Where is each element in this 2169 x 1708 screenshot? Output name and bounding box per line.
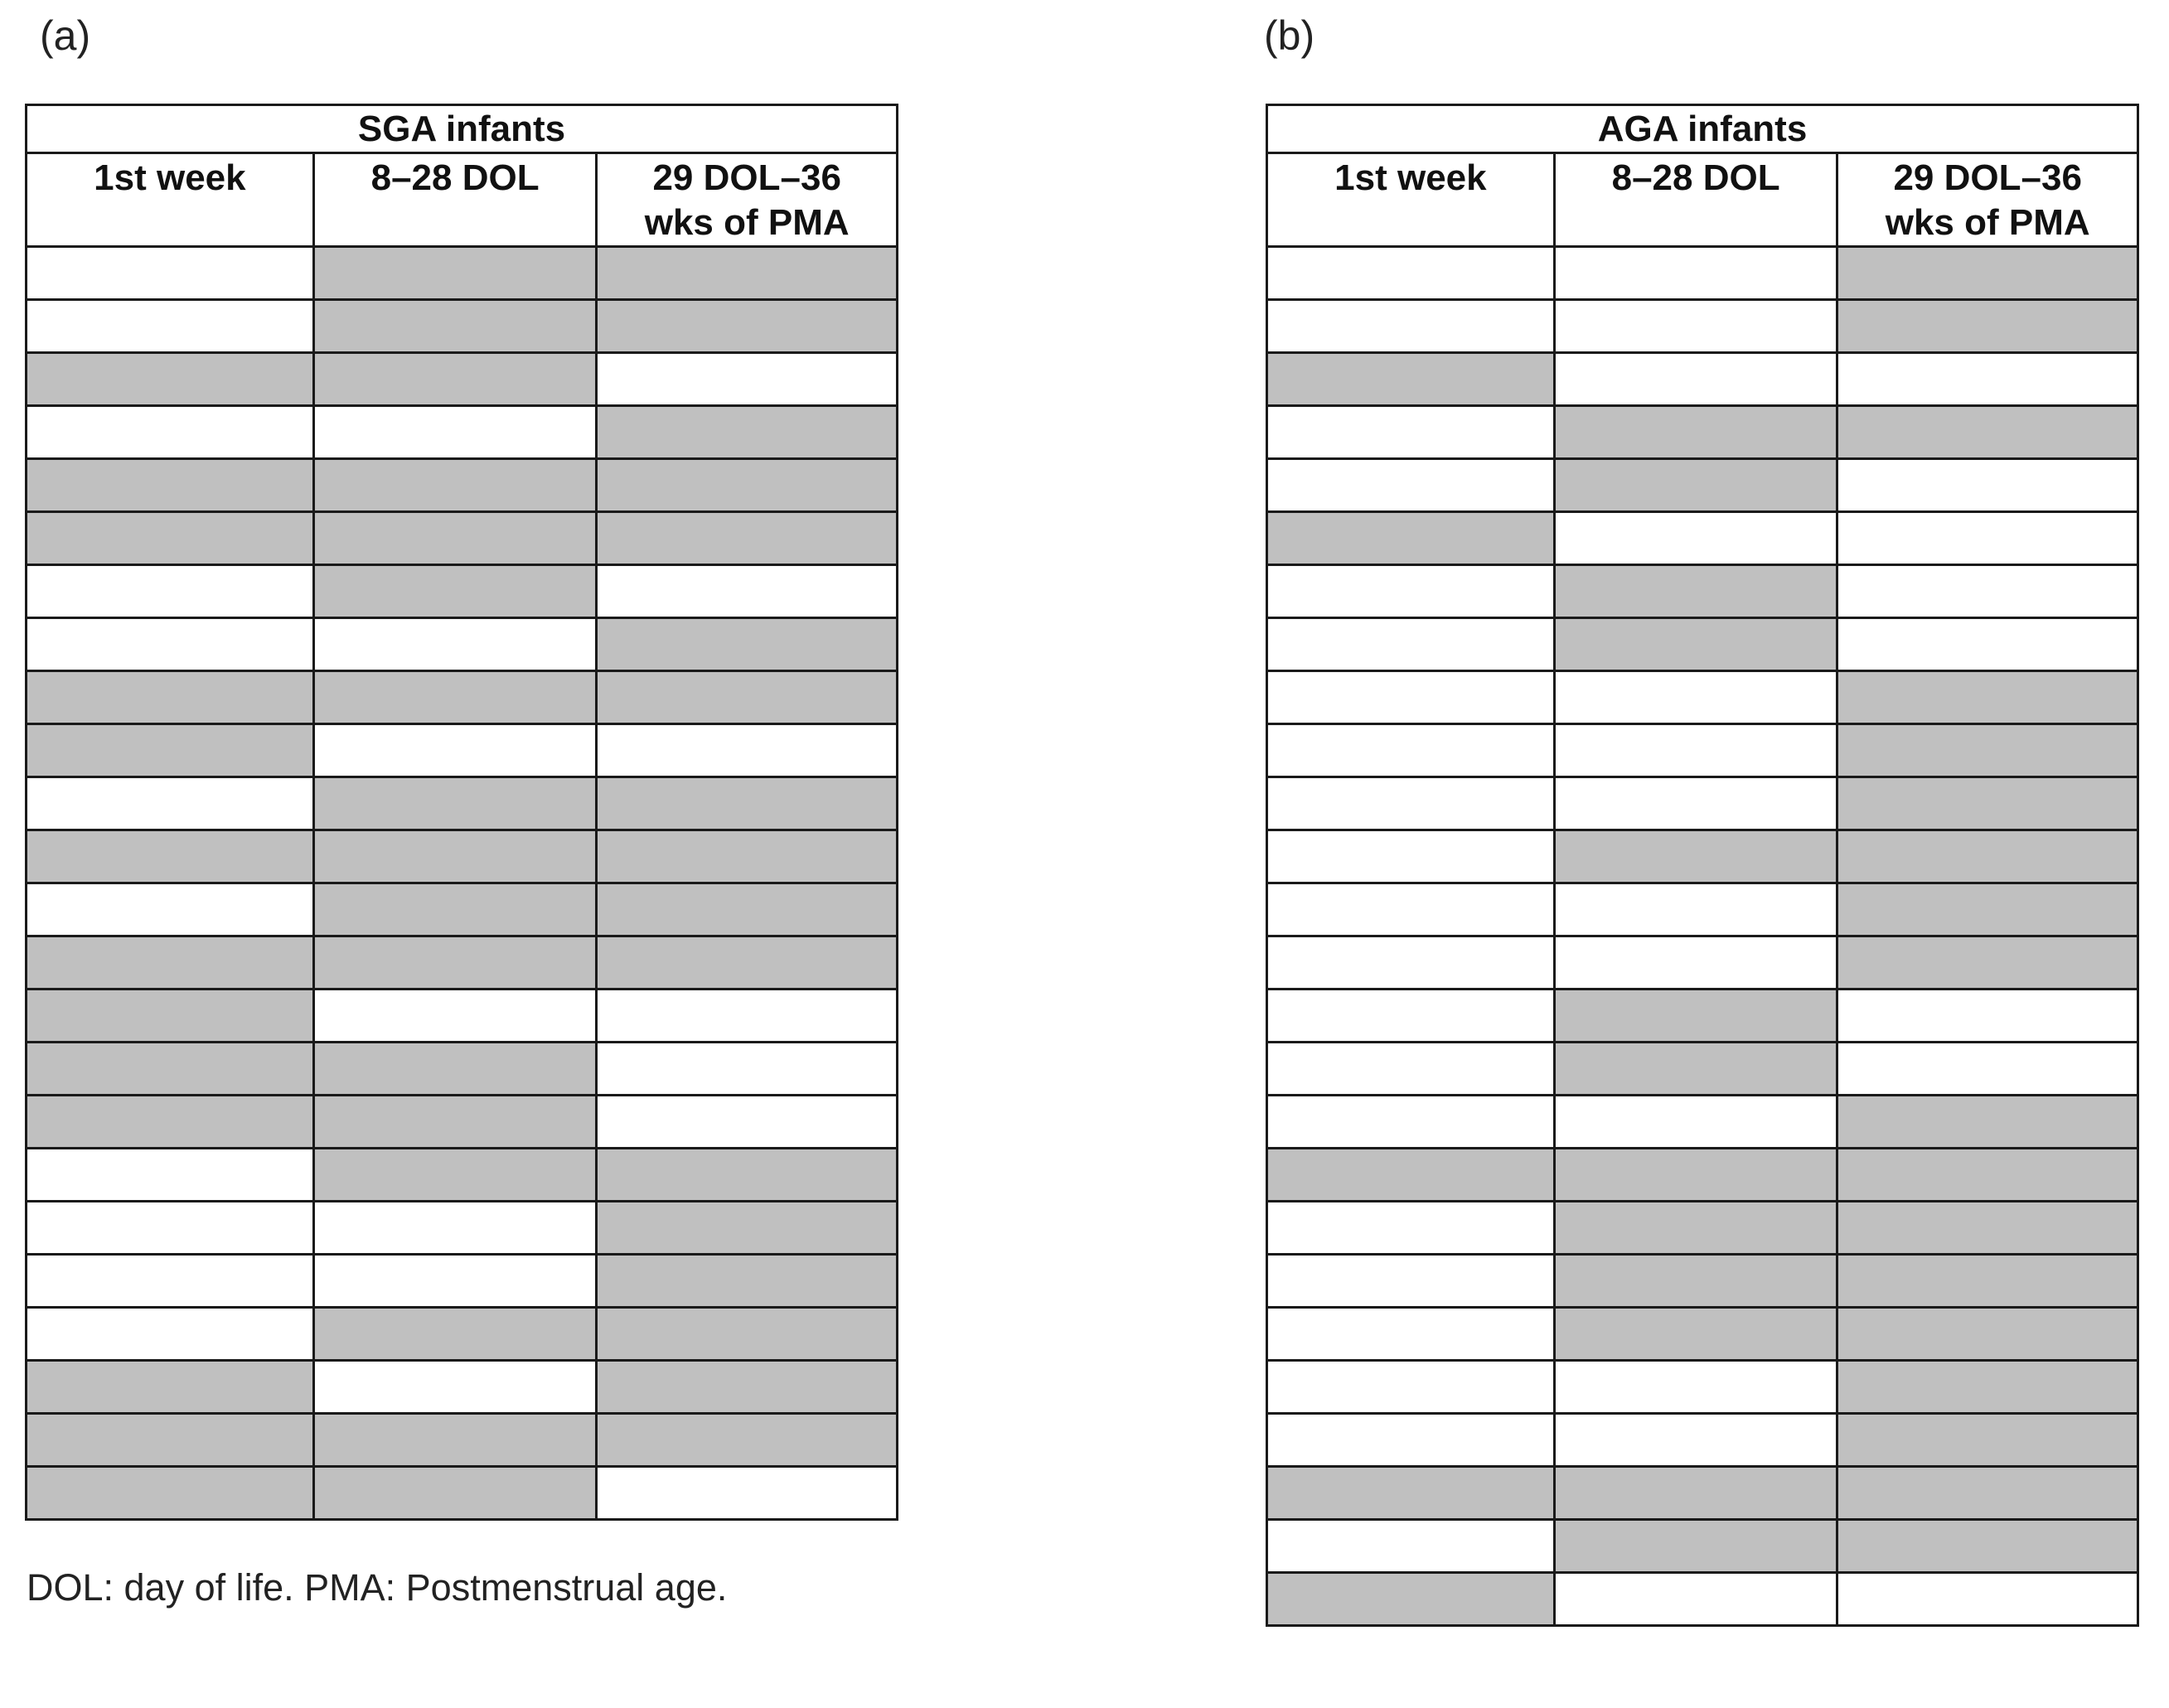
- sga-shaded-cell: [313, 512, 597, 565]
- sga-shaded-cell: [597, 883, 898, 936]
- aga-table: [1266, 104, 2139, 1627]
- sga-row: [27, 618, 898, 671]
- aga-col-8-28-dol: 8–28 DOL: [1554, 153, 1837, 247]
- aga-shaded-cell: [1837, 1202, 2138, 1255]
- sga-shaded-cell: [27, 724, 314, 777]
- sga-empty-cell: [597, 1096, 898, 1149]
- sga-shaded-cell: [597, 936, 898, 989]
- sga-shaded-cell: [313, 1149, 597, 1202]
- sga-empty-cell: [597, 353, 898, 406]
- footnote: DOL: day of life. PMA: Postmenstrual age.: [27, 1566, 728, 1609]
- sga-row: [27, 1096, 898, 1149]
- aga-row: [1267, 1096, 2138, 1149]
- aga-row: [1267, 830, 2138, 883]
- aga-empty-cell: [1267, 883, 1555, 936]
- aga-empty-cell: [1554, 353, 1837, 406]
- aga-shaded-cell: [1837, 1361, 2138, 1414]
- aga-empty-cell: [1554, 512, 1837, 565]
- aga-shaded-cell: [1837, 247, 2138, 300]
- sga-empty-cell: [27, 618, 314, 671]
- sga-empty-cell: [27, 777, 314, 830]
- aga-row: [1267, 1467, 2138, 1520]
- sga-row: [27, 724, 898, 777]
- sga-col-29-dol-36-wks: 29 DOL–36 wks of PMA: [597, 153, 898, 247]
- aga-shaded-cell: [1554, 1043, 1837, 1096]
- sga-shaded-cell: [313, 1096, 597, 1149]
- aga-row: [1267, 353, 2138, 406]
- aga-shaded-cell: [1554, 459, 1837, 512]
- aga-empty-cell: [1267, 565, 1555, 618]
- aga-empty-cell: [1267, 1043, 1555, 1096]
- sga-empty-cell: [27, 1308, 314, 1361]
- aga-empty-cell: [1267, 830, 1555, 883]
- aga-shaded-cell: [1267, 1467, 1555, 1520]
- sga-shaded-cell: [597, 1149, 898, 1202]
- sga-row: [27, 830, 898, 883]
- sga-table-body: [27, 247, 898, 1520]
- aga-empty-cell: [1837, 1573, 2138, 1626]
- sga-row: [27, 1043, 898, 1096]
- aga-empty-cell: [1267, 247, 1555, 300]
- aga-row: [1267, 1414, 2138, 1467]
- aga-empty-cell: [1267, 936, 1555, 989]
- sga-row: [27, 406, 898, 459]
- sga-shaded-cell: [313, 1467, 597, 1520]
- aga-row: [1267, 300, 2138, 353]
- aga-empty-cell: [1554, 300, 1837, 353]
- aga-empty-cell: [1554, 777, 1837, 830]
- sga-shaded-cell: [313, 1043, 597, 1096]
- sga-row: [27, 459, 898, 512]
- aga-empty-cell: [1837, 989, 2138, 1043]
- aga-col-1st-week: 1st week: [1267, 153, 1555, 247]
- sga-empty-cell: [313, 1255, 597, 1308]
- sga-shaded-cell: [597, 1308, 898, 1361]
- aga-empty-cell: [1554, 883, 1837, 936]
- aga-row: [1267, 1043, 2138, 1096]
- aga-empty-cell: [1554, 1414, 1837, 1467]
- aga-shaded-cell: [1837, 830, 2138, 883]
- sga-empty-cell: [313, 406, 597, 459]
- sga-shaded-cell: [313, 1308, 597, 1361]
- aga-empty-cell: [1267, 671, 1555, 724]
- sga-shaded-cell: [27, 353, 314, 406]
- aga-shaded-cell: [1554, 406, 1837, 459]
- aga-shaded-cell: [1554, 1520, 1837, 1573]
- sga-row: [27, 936, 898, 989]
- sga-shaded-cell: [313, 830, 597, 883]
- sga-row: [27, 1361, 898, 1414]
- aga-row: [1267, 459, 2138, 512]
- sga-shaded-cell: [27, 1467, 314, 1520]
- aga-empty-cell: [1267, 618, 1555, 671]
- sga-row: [27, 1202, 898, 1255]
- sga-empty-cell: [27, 565, 314, 618]
- sga-row: [27, 353, 898, 406]
- aga-shaded-cell: [1554, 565, 1837, 618]
- sga-row: [27, 300, 898, 353]
- sga-shaded-cell: [27, 1414, 314, 1467]
- aga-shaded-cell: [1267, 1573, 1555, 1626]
- aga-empty-cell: [1267, 1308, 1555, 1361]
- aga-shaded-cell: [1837, 1308, 2138, 1361]
- aga-row: [1267, 989, 2138, 1043]
- sga-empty-cell: [313, 1361, 597, 1414]
- aga-empty-cell: [1267, 1202, 1555, 1255]
- aga-shaded-cell: [1267, 1149, 1555, 1202]
- sga-shaded-cell: [597, 1414, 898, 1467]
- sga-shaded-cell: [27, 671, 314, 724]
- aga-row: [1267, 1308, 2138, 1361]
- aga-empty-cell: [1267, 1520, 1555, 1573]
- sga-empty-cell: [27, 300, 314, 353]
- sga-shaded-cell: [597, 1255, 898, 1308]
- sga-row: [27, 1467, 898, 1520]
- sga-shaded-cell: [597, 1202, 898, 1255]
- aga-row: [1267, 883, 2138, 936]
- sga-shaded-cell: [313, 1414, 597, 1467]
- sga-shaded-cell: [313, 671, 597, 724]
- aga-empty-cell: [1267, 1096, 1555, 1149]
- aga-row: [1267, 724, 2138, 777]
- aga-row: [1267, 1573, 2138, 1626]
- aga-shaded-cell: [1554, 1255, 1837, 1308]
- aga-shaded-cell: [1837, 1414, 2138, 1467]
- sga-empty-cell: [597, 989, 898, 1043]
- sga-empty-cell: [313, 1202, 597, 1255]
- sga-row: [27, 671, 898, 724]
- sga-shaded-cell: [597, 1361, 898, 1414]
- sga-shaded-cell: [597, 830, 898, 883]
- sga-shaded-cell: [313, 353, 597, 406]
- aga-shaded-cell: [1554, 1308, 1837, 1361]
- aga-shaded-cell: [1554, 989, 1837, 1043]
- sga-empty-cell: [597, 1467, 898, 1520]
- aga-shaded-cell: [1837, 1520, 2138, 1573]
- sga-shaded-cell: [597, 247, 898, 300]
- sga-shaded-cell: [27, 1096, 314, 1149]
- sga-table: [25, 104, 898, 1521]
- sga-shaded-cell: [313, 936, 597, 989]
- sga-shaded-cell: [313, 565, 597, 618]
- sga-empty-cell: [313, 989, 597, 1043]
- aga-shaded-cell: [1554, 1149, 1837, 1202]
- sga-row: [27, 1308, 898, 1361]
- sga-shaded-cell: [597, 671, 898, 724]
- sga-row: [27, 1255, 898, 1308]
- sga-empty-cell: [27, 883, 314, 936]
- aga-empty-cell: [1554, 1361, 1837, 1414]
- sga-empty-cell: [313, 618, 597, 671]
- sga-shaded-cell: [27, 936, 314, 989]
- aga-empty-cell: [1267, 989, 1555, 1043]
- aga-shaded-cell: [1267, 512, 1555, 565]
- aga-row: [1267, 406, 2138, 459]
- sga-shaded-cell: [27, 989, 314, 1043]
- sga-empty-cell: [597, 565, 898, 618]
- sga-col-1st-week: 1st week: [27, 153, 314, 247]
- sga-row: [27, 565, 898, 618]
- aga-shaded-cell: [1267, 353, 1555, 406]
- aga-empty-cell: [1554, 671, 1837, 724]
- aga-row: [1267, 671, 2138, 724]
- sga-row: [27, 883, 898, 936]
- aga-row: [1267, 512, 2138, 565]
- sga-shaded-cell: [313, 459, 597, 512]
- aga-row: [1267, 1255, 2138, 1308]
- sga-row: [27, 512, 898, 565]
- sga-row: [27, 1149, 898, 1202]
- aga-shaded-cell: [1554, 1467, 1837, 1520]
- aga-empty-cell: [1267, 406, 1555, 459]
- sga-shaded-cell: [313, 777, 597, 830]
- aga-table-body: [1267, 247, 2138, 1626]
- aga-shaded-cell: [1837, 406, 2138, 459]
- sga-empty-cell: [27, 1202, 314, 1255]
- sga-shaded-cell: [27, 459, 314, 512]
- aga-shaded-cell: [1837, 1255, 2138, 1308]
- aga-row: [1267, 777, 2138, 830]
- sga-shaded-cell: [597, 459, 898, 512]
- aga-empty-cell: [1267, 1361, 1555, 1414]
- aga-empty-cell: [1554, 1096, 1837, 1149]
- aga-row: [1267, 1520, 2138, 1573]
- sga-shaded-cell: [597, 406, 898, 459]
- aga-empty-cell: [1837, 565, 2138, 618]
- sga-empty-cell: [597, 1043, 898, 1096]
- sga-shaded-cell: [597, 512, 898, 565]
- aga-shaded-cell: [1837, 1149, 2138, 1202]
- sga-shaded-cell: [27, 512, 314, 565]
- sga-shaded-cell: [313, 300, 597, 353]
- sga-col-8-28-dol: 8–28 DOL: [313, 153, 597, 247]
- aga-shaded-cell: [1837, 724, 2138, 777]
- aga-empty-cell: [1837, 1043, 2138, 1096]
- aga-shaded-cell: [1554, 1202, 1837, 1255]
- panel-b-label: (b): [1264, 12, 1315, 59]
- sga-empty-cell: [313, 724, 597, 777]
- aga-empty-cell: [1267, 300, 1555, 353]
- aga-empty-cell: [1554, 936, 1837, 989]
- sga-shaded-cell: [27, 830, 314, 883]
- aga-shaded-cell: [1837, 777, 2138, 830]
- aga-shaded-cell: [1837, 671, 2138, 724]
- aga-row: [1267, 247, 2138, 300]
- sga-row: [27, 247, 898, 300]
- aga-row: [1267, 565, 2138, 618]
- aga-shaded-cell: [1837, 300, 2138, 353]
- aga-shaded-cell: [1554, 618, 1837, 671]
- sga-shaded-cell: [27, 1361, 314, 1414]
- sga-shaded-cell: [27, 1043, 314, 1096]
- aga-col-29-dol-36-wks: 29 DOL–36 wks of PMA: [1837, 153, 2138, 247]
- aga-shaded-cell: [1837, 1096, 2138, 1149]
- sga-row: [27, 777, 898, 830]
- aga-shaded-cell: [1837, 1467, 2138, 1520]
- sga-empty-cell: [27, 406, 314, 459]
- aga-row: [1267, 618, 2138, 671]
- sga-shaded-cell: [597, 777, 898, 830]
- aga-row: [1267, 1149, 2138, 1202]
- sga-shaded-cell: [597, 618, 898, 671]
- aga-empty-cell: [1267, 459, 1555, 512]
- aga-empty-cell: [1267, 724, 1555, 777]
- aga-shaded-cell: [1554, 830, 1837, 883]
- panel-a-label: (a): [40, 12, 91, 59]
- aga-shaded-cell: [1837, 883, 2138, 936]
- sga-empty-cell: [27, 1149, 314, 1202]
- aga-empty-cell: [1267, 777, 1555, 830]
- aga-empty-cell: [1554, 1573, 1837, 1626]
- aga-empty-cell: [1837, 512, 2138, 565]
- sga-row: [27, 1414, 898, 1467]
- sga-empty-cell: [27, 1255, 314, 1308]
- aga-empty-cell: [1554, 724, 1837, 777]
- aga-row: [1267, 1202, 2138, 1255]
- aga-empty-cell: [1837, 618, 2138, 671]
- aga-row: [1267, 936, 2138, 989]
- sga-shaded-cell: [313, 247, 597, 300]
- aga-empty-cell: [1267, 1255, 1555, 1308]
- sga-shaded-cell: [313, 883, 597, 936]
- sga-shaded-cell: [597, 300, 898, 353]
- sga-table-title: SGA infants: [27, 105, 898, 153]
- aga-row: [1267, 1361, 2138, 1414]
- aga-table-title: AGA infants: [1267, 105, 2138, 153]
- aga-empty-cell: [1554, 247, 1837, 300]
- aga-empty-cell: [1837, 353, 2138, 406]
- sga-empty-cell: [27, 247, 314, 300]
- aga-shaded-cell: [1837, 936, 2138, 989]
- sga-row: [27, 989, 898, 1043]
- sga-empty-cell: [597, 724, 898, 777]
- aga-empty-cell: [1837, 459, 2138, 512]
- aga-empty-cell: [1267, 1414, 1555, 1467]
